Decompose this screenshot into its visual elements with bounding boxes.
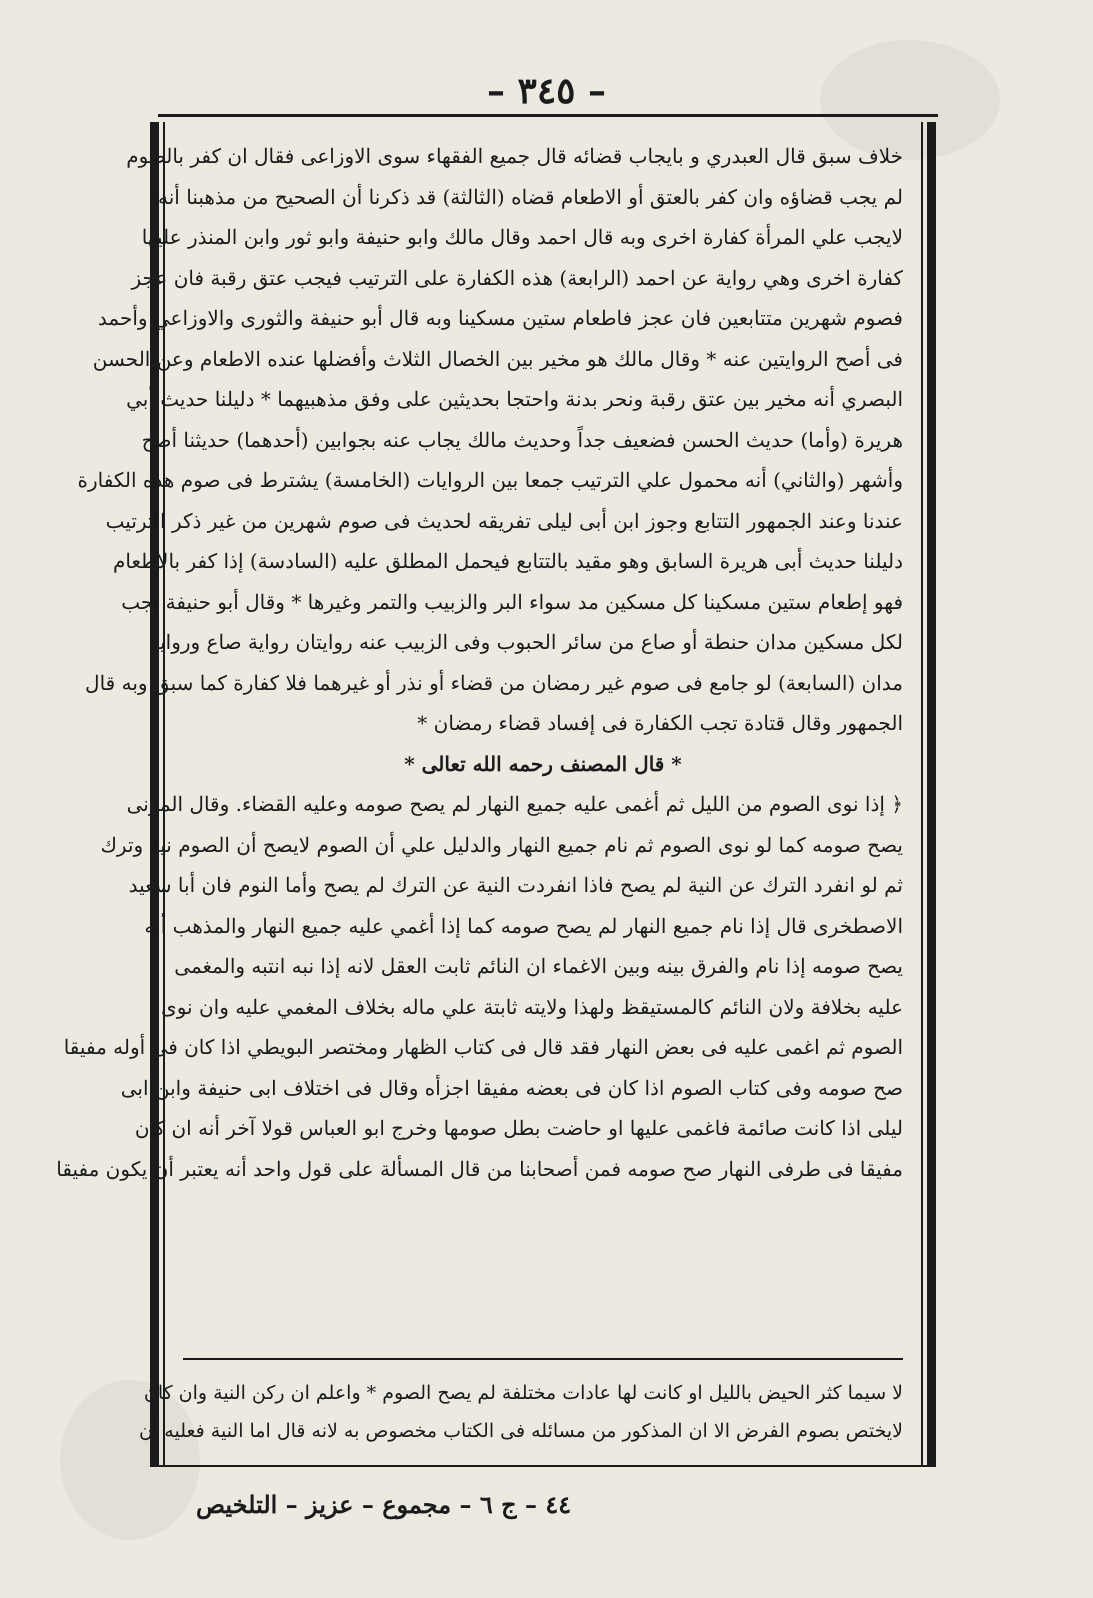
commentary-body xyxy=(56,136,903,1189)
footnote-line: لا سيما كثر الحيض بالليل او كانت لها عادات مختلفة لم يصح الصوم * واعلم ان ركن النية وان كان xyxy=(143,1382,903,1404)
quoted-line: صح صومه وفى كتاب الصوم اذا كان فى بعضه مفيقا اجزأه وقال فى اختلاف ابى حنيفة وابن ابى xyxy=(120,1075,903,1100)
quoted-line: عليه بخلافة ولان النائم كالمستيقظ ولهذا ولايته ثابتة علي ماله بخلاف المغمي عليه وان نوى xyxy=(161,994,903,1019)
text-frame xyxy=(56,122,936,1467)
quoted-line: ثم لو انفرد الترك عن النية لم يصح فاذا انفردت النية عن الترك لم يصح وأما النوم فان أبا سعيد xyxy=(128,873,903,897)
quoted-line: الصوم ثم اغمى عليه فى بعض النهار فقد قال فى كتاب الظهار ومختصر البويطي اذا كان فى أوله مفيقا xyxy=(63,1035,903,1059)
body-line: عندنا وعند الجمهور التتابع وجوز ابن أبى ليلى تفريقه لحديث فى صوم شهرين من غير ذكر الترتيب xyxy=(105,508,903,533)
frame-inner-rule-right xyxy=(921,122,923,1465)
quoted-line: ﴿ إذا نوى الصوم من الليل ثم أغمى عليه جميع النهار لم يصح صومه وعليه القضاء. وقال المزنى xyxy=(126,792,903,816)
body-line: كفارة اخرى وهي رواية عن احمد (الرابعة) هذه الكفارة على الترتيب فيجب عتق رقبة فان عجز xyxy=(131,265,903,290)
quoted-line: الاصطخرى قال إذا نام جميع النهار لم يصح صومه كما إذا أغمي عليه جميع النهار والمذهب أنه xyxy=(144,913,903,938)
quoted-line: ليلى اذا كانت صائمة فاغمى عليها او حاضت بطل صومها وخرج ابو العباس قولا آخر أنه ان كان xyxy=(134,1116,903,1140)
quoted-line: يصح صومه كما لو نوى الصوم ثم نام جميع النهار والدليل علي أن الصوم لايصح أن الصوم نية وترك xyxy=(100,832,903,857)
page-footer: ٤٤ – ج ٦ – مجموع – عزيز – التلخيص xyxy=(196,1490,572,1519)
footnote-line: لايختص بصوم الفرض الا ان المذكور من مسائله فى الكتاب مخصوص به لانه قال اما النية فعليه أن xyxy=(139,1420,903,1442)
body-line: خلاف سبق قال العبدري و بايجاب قضائه قال جميع الفقهاء سوى الاوزاعى فقال ان كفر بالصوم xyxy=(126,144,903,168)
body-line: لم يجب قضاؤه وان كفر بالعتق أو الاطعام قضاه (الثالثة) قد ذكرنا أن الصحيح من مذهبنا أنه xyxy=(158,184,903,209)
body-line: مدان (السابعة) لو جامع فى صوم غير رمضان من قضاء أو نذر أو غيرهما فلا كفارة كما سبق وبه قال xyxy=(85,670,903,695)
body-line: هريرة (وأما) حديث الحسن فضعيف جداً وحديث مالك يجاب عنه بجوابين (أحدهما) حديثنا أصح xyxy=(141,427,903,452)
body-line: وأشهر (والثاني) أنه محمول علي الترتيب جمعا بين الروايات (الخامسة) يشترط فى صوم هذه الكفارة xyxy=(77,468,903,492)
body-line: فى أصح الروايتين عنه * وقال مالك هو مخير بين الخصال الثلاث وأفضلها عنده الاطعام وعن الحسن xyxy=(92,346,903,371)
quoted-line: مفيقا فى طرفى النهار صح صومه فمن أصحابنا من قال المسألة على قول واحد أنه يعتبر أن يكون مفيقا xyxy=(56,1156,903,1181)
body-line: لكل مسكين مدان حنطة أو صاع من سائر الحبوب وفى الزبيب عنه روايتان رواية صاع ورواية xyxy=(149,630,903,654)
page-number: – ٣٤٥ – xyxy=(486,70,607,112)
body-line: فصوم شهرين متتابعين فان عجز فاطعام ستين مسكينا وبه قال أبو حنيفة والثورى والاوزاعي وأحمد xyxy=(97,306,903,330)
body-line: الجمهور وقال قتادة تجب الكفارة فى إفساد قضاء رمضان * xyxy=(417,711,903,735)
body-line: لايجب علي المرأة كفارة اخرى وبه قال احمد وقال مالك وابو حنيفة وابو ثور وابن المنذر عليها xyxy=(141,225,903,249)
body-line: البصري أنه مخير بين عتق رقبة ونحر بدنة واحتجا بحديثين على وفق مذهبيهما * دليلنا حديث أبي xyxy=(126,387,903,411)
body-line: فهو إطعام ستين مسكينا كل مسكين مد سواء البر والزبيب والتمر وغيرها * وقال أبو حنيفة يجب xyxy=(121,589,903,614)
footnote-separator xyxy=(183,1358,903,1360)
section-heading: * قال المصنف رحمه الله تعالى * xyxy=(404,751,682,776)
footnotes xyxy=(139,1374,903,1450)
quoted-line: يصح صومه إذا نام والفرق بينه وبين الاغماء ان النائم ثابت العقل لانه إذا نبه انتبه والمغمى xyxy=(174,954,903,978)
body-line: دليلنا حديث أبى هريرة السابق وهو مقيد بالتتابع فيحمل المطلق عليه (السادسة) إذا كفر بالاطعام xyxy=(113,549,903,573)
header-rule xyxy=(158,114,938,117)
